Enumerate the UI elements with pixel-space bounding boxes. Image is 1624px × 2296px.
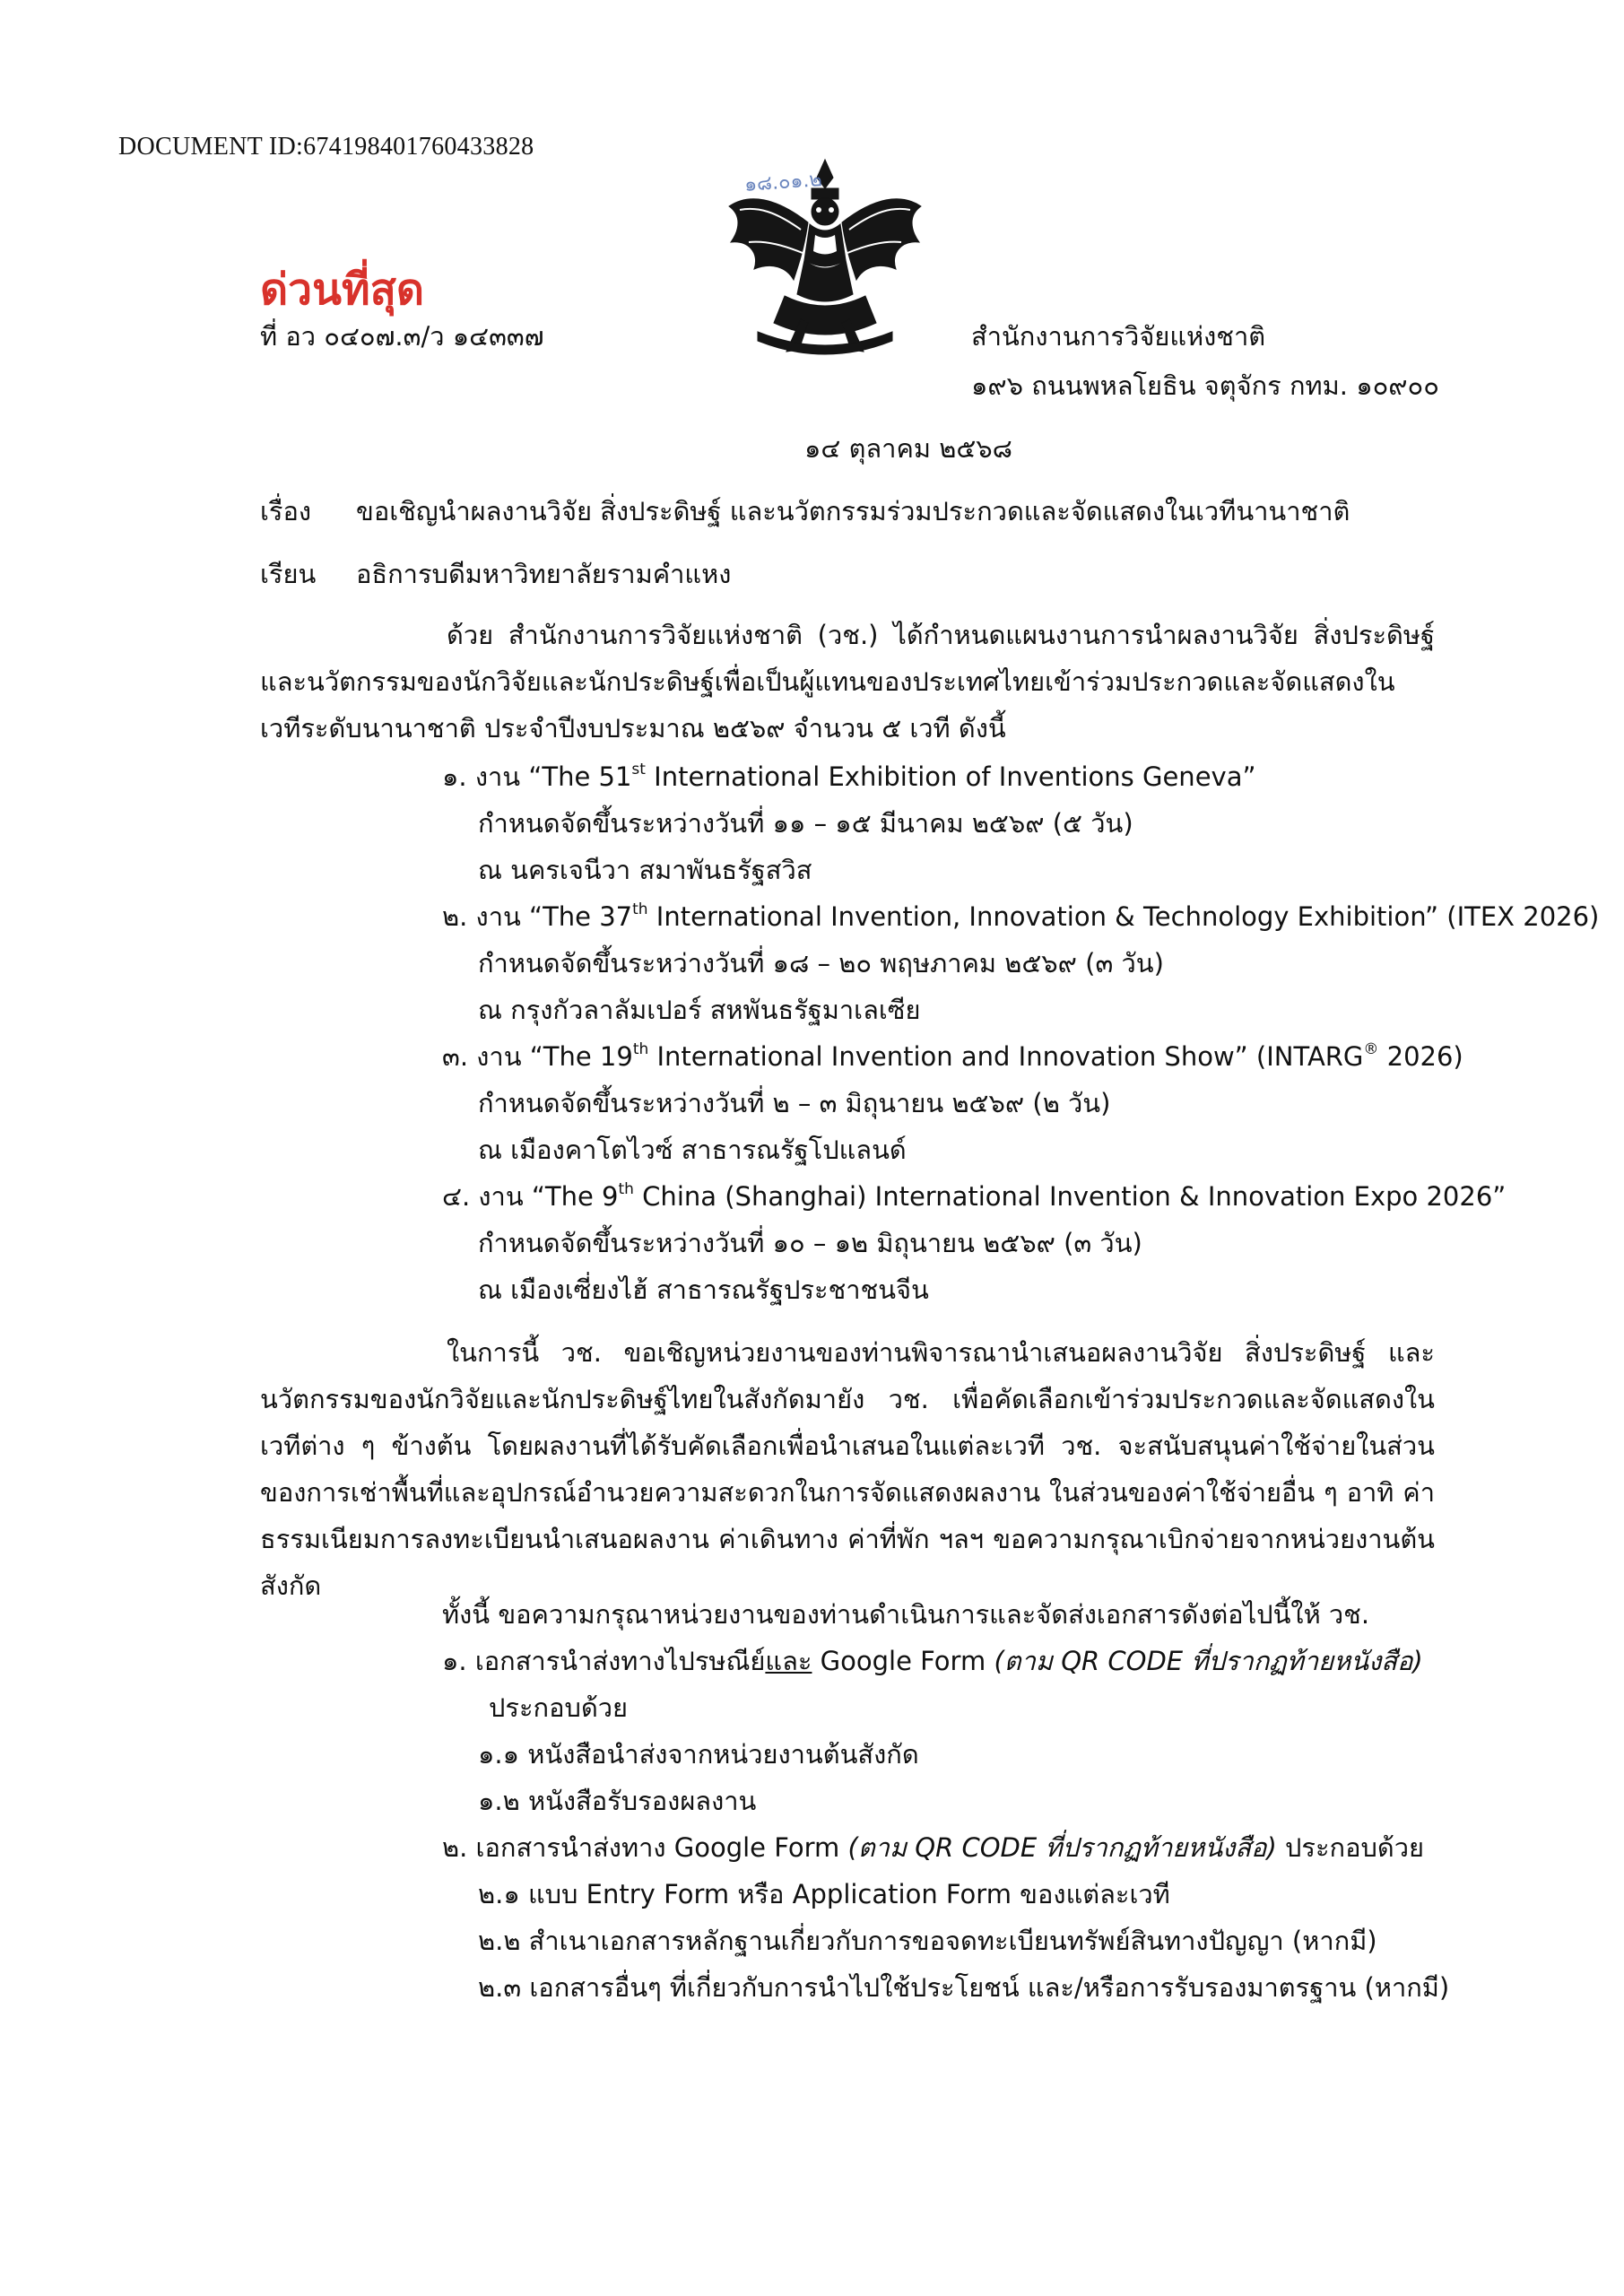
requirement-1-tail: ประกอบด้วย [489, 1692, 629, 1723]
requirement-2-item: ๒.๒ สำเนาเอกสารหลักฐานเกี่ยวกับการขอจดทะเบียนทรัพย์สินทางปัญญา (หากมี) [478, 1926, 1377, 1956]
event-3-venue: ณ เมืองคาโตไวซ์ สาธารณรัฐโปแลนด์ [478, 1135, 907, 1165]
intro-paragraph: ด้วย สำนักงานการวิจัยแห่งชาติ (วช.) ได้กำหนดแผนงานการนำผลงานวิจัย สิ่งประดิษฐ์ และนวัตกรรมของนักวิจัยและนักประดิษฐ์เพื่อเป็นผู้แทนของประเทศไทยเข้าร่วมประกวดและจัดแสดงในเวทีระดับนานาชาติ ประจำปีงบประมาณ ๒๕๖๙ จำนวน ๕ เวที ดังนี้ [260, 620, 1435, 744]
requirement-2-item: ๒.๑ แบบ Entry Form หรือ Application Form ของแต่ละเวที [478, 1879, 1170, 1909]
received-stamp: ๑๘.๐๑.๒ [743, 168, 823, 196]
event-2-title: ๒. งาน “The 37th International Invention, Innovation & Technology Exhibition” (ITEX 2026) [442, 900, 1600, 932]
requirement-2-item: ๒.๓ เอกสารอื่นๆ ที่เกี่ยวกับการนำไปใช้ประโยชน์ และ/หรือการรับรองมาตรฐาน (หากมี) [478, 1972, 1450, 2003]
event-2-dates: กำหนดจัดขึ้นระหว่างวันที่ ๑๘ – ๒๐ พฤษภาคม ๒๕๖๙ (๓ วัน) [478, 948, 1164, 978]
reference-number: ที่ อว ๐๔๐๗.๓/ว ๑๔๓๓๗ [260, 321, 544, 352]
recipient-label: เรียน [260, 559, 317, 589]
sender-org: สำนักงานการวิจัยแห่งชาติ [971, 321, 1266, 352]
subject-text: ขอเชิญนำผลงานวิจัย สิ่งประดิษฐ์ และนวัตกรรมร่วมประกวดและจัดแสดงในเวทีนานาชาติ [356, 496, 1350, 526]
event-2-venue: ณ กรุงกัวลาลัมเปอร์ สหพันธรัฐมาเลเซีย [478, 995, 921, 1025]
event-1-venue: ณ นครเจนีวา สมาพันธรัฐสวิส [478, 855, 812, 885]
document-date: ๑๔ ตุลาคม ๒๕๖๘ [804, 433, 1013, 464]
recipient-text: อธิการบดีมหาวิทยาลัยรามคำแหง [356, 559, 732, 589]
event-4-venue: ณ เมืองเซี่ยงไฮ้ สาธารณรัฐประชาชนจีน [478, 1274, 929, 1305]
requirement-1-item: ๑.๑ หนังสือนำส่งจากหน่วยงานต้นสังกัด [478, 1739, 919, 1770]
subject-label: เรื่อง [260, 496, 312, 526]
requirement-2-heading: ๒. เอกสารนำส่งทาง Google Form (ตาม QR CODE ที่ปรากฏท้ายหนังสือ) ประกอบด้วย [442, 1832, 1425, 1863]
requirement-1-heading: ๑. เอกสารนำส่งทางไปรษณีย์และ Google Form (ตาม QR CODE ที่ปรากฏท้ายหนังสือ) [442, 1646, 1423, 1676]
invitation-paragraph: ในการนี้ วช. ขอเชิญหน่วยงานของท่านพิจารณานำเสนอผลงานวิจัย สิ่งประดิษฐ์ และนวัตกรรมของนักวิจัยและนักประดิษฐ์ไทยในสังกัดมายัง วช. เพื่อคัดเลือกเข้าร่วมประกวดและจัดแสดงในเวทีต่าง ๆ ข้างต้น โดยผลงานที่ได้รับคัดเลือกเพื่อนำเสนอในแต่ละเวที วช. จะสนับสนุนค่าใช้จ่ายในส่วนของการเช่าพื้นที่และอุปกรณ์อำนวยความสะดวกในการจัดแสดงผลงาน ในส่วนของค่าใช้จ่ายอื่น ๆ อาทิ ค่าธรรมเนียมการลงทะเบียนนำเสนอผลงาน ค่าเดินทาง ค่าที่พัก ฯลฯ ขอความกรุณาเบิกจ่ายจากหน่วยงานต้นสังกัด [260, 1337, 1435, 1601]
event-1-title: ๑. งาน “The 51st International Exhibition of Inventions Geneva” [442, 761, 1256, 792]
event-4-title: ๔. งาน “The 9th China (Shanghai) International Invention & Innovation Expo 2026” [442, 1180, 1507, 1212]
event-3-title: ๓. งาน “The 19th International Invention and Innovation Show” (INTARG® 2026) [442, 1040, 1463, 1072]
event-4-dates: กำหนดจัดขึ้นระหว่างวันที่ ๑๐ – ๑๒ มิถุนายน ๒๕๖๙ (๓ วัน) [478, 1228, 1142, 1258]
sender-address: ๑๙๖ ถนนพหลโยธิน จตุจักร กทม. ๑๐๙๐๐ [971, 370, 1439, 401]
requirement-1-item: ๑.๒ หนังสือรับรองผลงาน [478, 1786, 757, 1816]
document-id: DOCUMENT ID:674198401760433828 [118, 133, 534, 161]
event-1-dates: กำหนดจัดขึ้นระหว่างวันที่ ๑๑ – ๑๕ มีนาคม ๒๕๖๙ (๕ วัน) [478, 808, 1133, 839]
documents-intro: ทั้งนี้ ขอความกรุณาหน่วยงานของท่านดำเนินการและจัดส่งเอกสารดังต่อไปนี้ให้ วช. [442, 1599, 1370, 1630]
event-3-dates: กำหนดจัดขึ้นระหว่างวันที่ ๒ – ๓ มิถุนายน ๒๕๖๙ (๒ วัน) [478, 1088, 1111, 1118]
urgency-heading: ด่วนที่สุด [260, 265, 425, 315]
